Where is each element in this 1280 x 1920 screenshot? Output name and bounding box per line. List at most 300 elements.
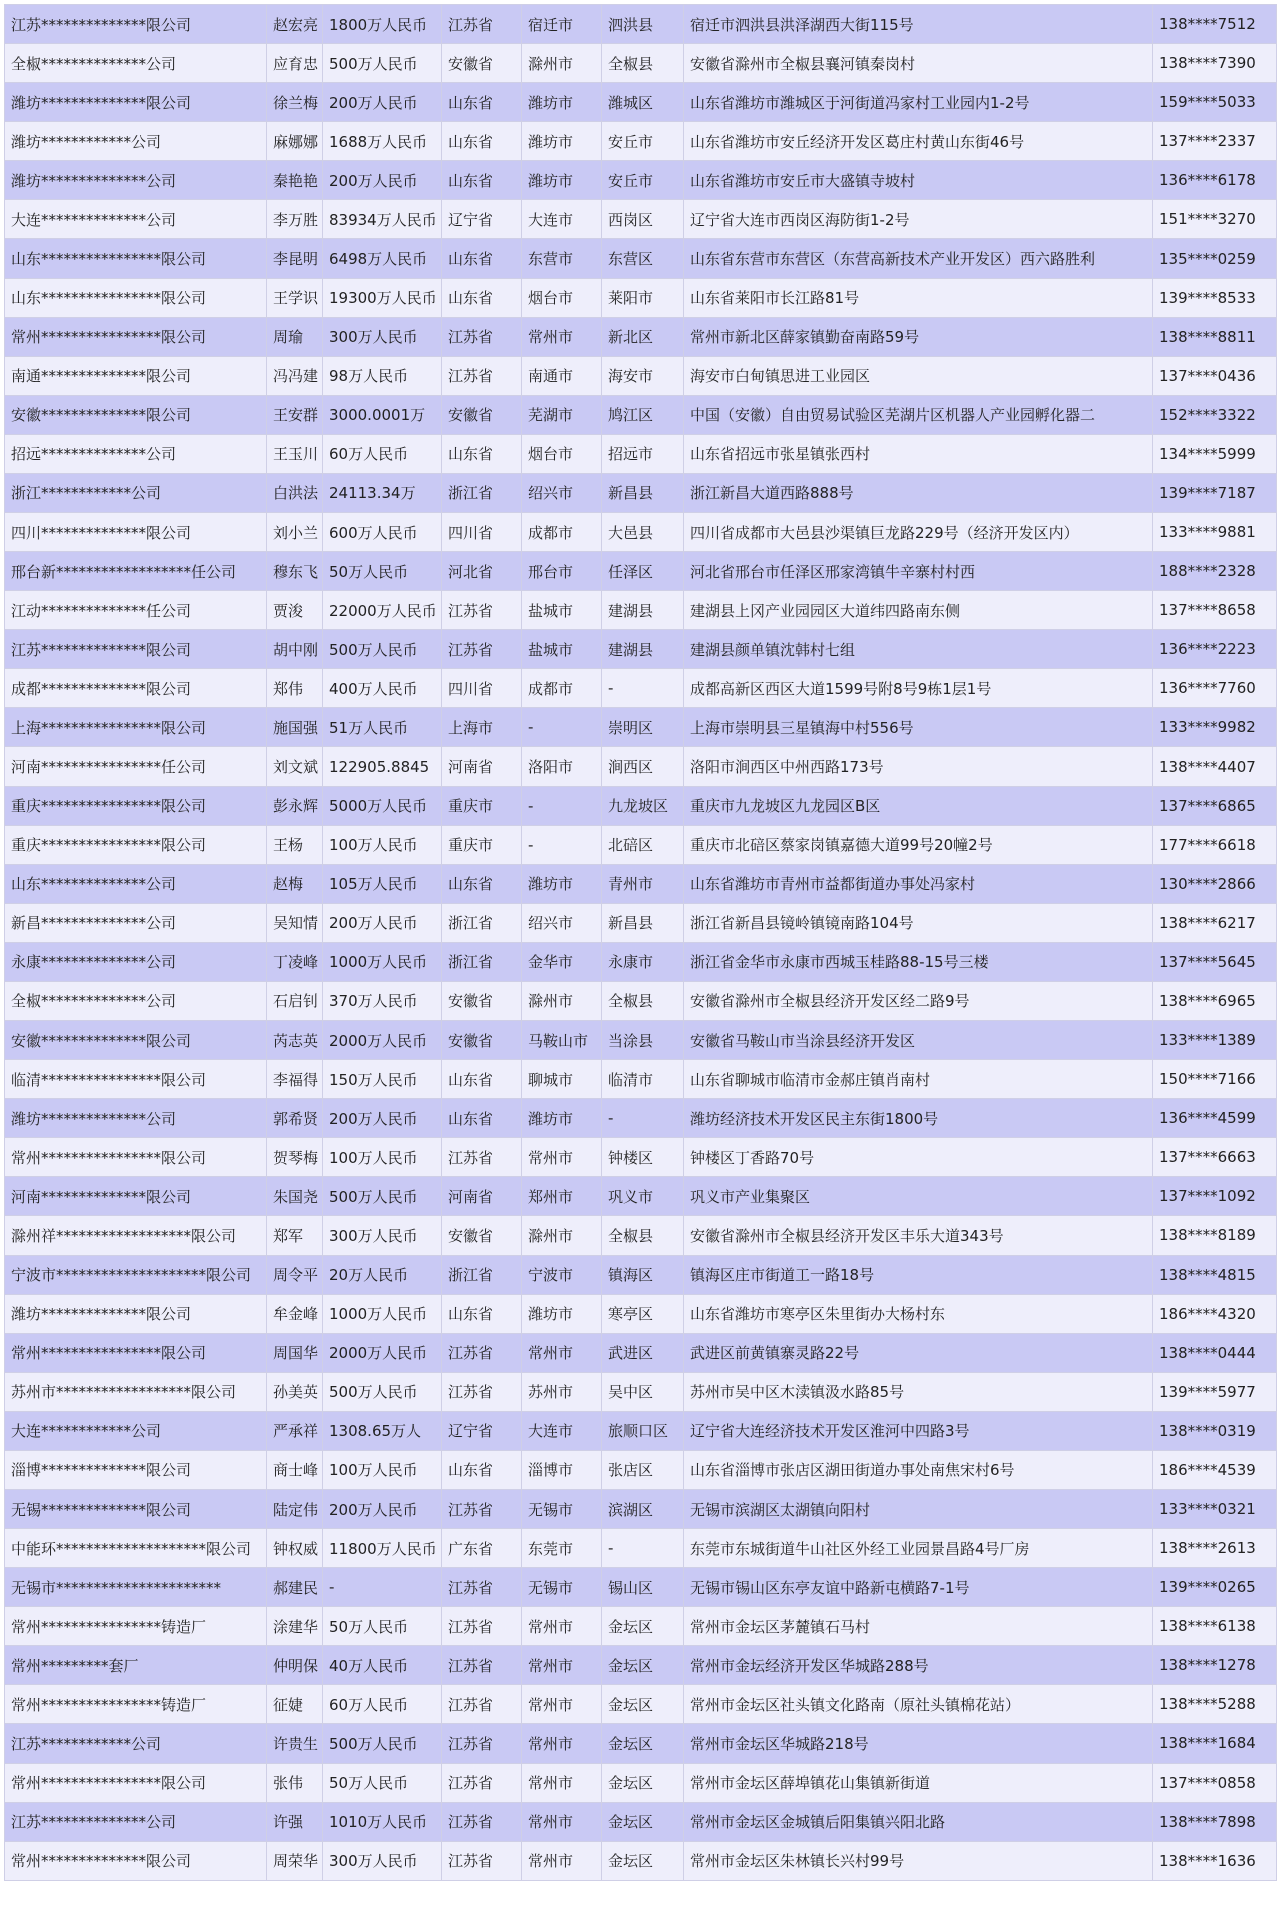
- city-cell[interactable]: 烟台市: [522, 434, 602, 473]
- address-cell[interactable]: 山东省潍坊市青州市益都街道办事处冯家村: [684, 864, 1153, 903]
- table-row[interactable]: [5, 1255, 1277, 1294]
- table-row[interactable]: [5, 200, 1277, 239]
- phone-cell[interactable]: 138****7898: [1153, 1802, 1277, 1841]
- district-cell[interactable]: 潍城区: [602, 83, 684, 122]
- address-cell[interactable]: 山东省淄博市张店区湖田街道办事处南焦宋村6号: [684, 1450, 1153, 1489]
- phone-cell[interactable]: 133****1389: [1153, 1021, 1277, 1060]
- address-cell[interactable]: 山东省潍坊市寒亭区朱里街办大杨村东: [684, 1294, 1153, 1333]
- phone-cell[interactable]: 138****5288: [1153, 1685, 1277, 1724]
- province-cell[interactable]: 江苏省: [442, 1607, 522, 1646]
- legal-person-cell[interactable]: 刘文斌: [267, 747, 323, 786]
- registered-capital-cell[interactable]: 200万人民币: [323, 161, 442, 200]
- company-name-cell[interactable]: 潍坊************公司: [5, 122, 267, 161]
- city-cell[interactable]: 潍坊市: [522, 864, 602, 903]
- phone-cell[interactable]: 133****9982: [1153, 708, 1277, 747]
- table-row[interactable]: [5, 1568, 1277, 1607]
- table-row[interactable]: [5, 1411, 1277, 1450]
- province-cell[interactable]: 山东省: [442, 83, 522, 122]
- district-cell[interactable]: 金坛区: [602, 1685, 684, 1724]
- registered-capital-cell[interactable]: 40万人民币: [323, 1646, 442, 1685]
- table-row[interactable]: [5, 1724, 1277, 1763]
- legal-person-cell[interactable]: 李福得: [267, 1060, 323, 1099]
- registered-capital-cell[interactable]: 105万人民币: [323, 864, 442, 903]
- city-cell[interactable]: 常州市: [522, 1138, 602, 1177]
- legal-person-cell[interactable]: 郭希贤: [267, 1099, 323, 1138]
- table-row[interactable]: [5, 1372, 1277, 1411]
- address-cell[interactable]: 洛阳市涧西区中州西路173号: [684, 747, 1153, 786]
- province-cell[interactable]: 山东省: [442, 434, 522, 473]
- table-row[interactable]: [5, 1021, 1277, 1060]
- company-name-cell[interactable]: 山东**************公司: [5, 864, 267, 903]
- company-name-cell[interactable]: 潍坊**************公司: [5, 1099, 267, 1138]
- district-cell[interactable]: 吴中区: [602, 1372, 684, 1411]
- company-name-cell[interactable]: 常州****************限公司: [5, 1763, 267, 1802]
- district-cell[interactable]: -: [602, 1529, 684, 1568]
- company-name-cell[interactable]: 无锡**************限公司: [5, 1489, 267, 1528]
- phone-cell[interactable]: 138****7512: [1153, 5, 1277, 44]
- province-cell[interactable]: 江苏省: [442, 1646, 522, 1685]
- city-cell[interactable]: 常州市: [522, 1724, 602, 1763]
- city-cell[interactable]: 东营市: [522, 239, 602, 278]
- province-cell[interactable]: 江苏省: [442, 1724, 522, 1763]
- phone-cell[interactable]: 136****6178: [1153, 161, 1277, 200]
- city-cell[interactable]: 常州市: [522, 1607, 602, 1646]
- district-cell[interactable]: 临清市: [602, 1060, 684, 1099]
- registered-capital-cell[interactable]: 50万人民币: [323, 1763, 442, 1802]
- district-cell[interactable]: 金坛区: [602, 1724, 684, 1763]
- address-cell[interactable]: 安徽省滁州市全椒县经济开发区经二路9号: [684, 981, 1153, 1020]
- address-cell[interactable]: 山东省东营市东营区（东营高新技术产业开发区）西六路胜利: [684, 239, 1153, 278]
- province-cell[interactable]: 江苏省: [442, 1802, 522, 1841]
- phone-cell[interactable]: 138****6217: [1153, 903, 1277, 942]
- registered-capital-cell[interactable]: 122905.8845: [323, 747, 442, 786]
- registered-capital-cell[interactable]: 300万人民币: [323, 1841, 442, 1880]
- company-name-cell[interactable]: 无锡市**********************: [5, 1568, 267, 1607]
- legal-person-cell[interactable]: 孙美英: [267, 1372, 323, 1411]
- table-row[interactable]: [5, 1646, 1277, 1685]
- registered-capital-cell[interactable]: 500万人民币: [323, 44, 442, 83]
- company-name-cell[interactable]: 邢台新******************任公司: [5, 552, 267, 591]
- legal-person-cell[interactable]: 施国强: [267, 708, 323, 747]
- table-row[interactable]: [5, 864, 1277, 903]
- district-cell[interactable]: 当涂县: [602, 1021, 684, 1060]
- phone-cell[interactable]: 137****6865: [1153, 786, 1277, 825]
- address-cell[interactable]: 常州市新北区薛家镇勤奋南路59号: [684, 317, 1153, 356]
- company-name-cell[interactable]: 江苏**************公司: [5, 1802, 267, 1841]
- company-name-cell[interactable]: 滁州祥******************限公司: [5, 1216, 267, 1255]
- province-cell[interactable]: 山东省: [442, 122, 522, 161]
- phone-cell[interactable]: 130****2866: [1153, 864, 1277, 903]
- district-cell[interactable]: 北碚区: [602, 825, 684, 864]
- legal-person-cell[interactable]: 周瑜: [267, 317, 323, 356]
- registered-capital-cell[interactable]: 20万人民币: [323, 1255, 442, 1294]
- province-cell[interactable]: 江苏省: [442, 1568, 522, 1607]
- city-cell[interactable]: 苏州市: [522, 1372, 602, 1411]
- legal-person-cell[interactable]: 郝建民: [267, 1568, 323, 1607]
- registered-capital-cell[interactable]: 1308.65万人: [323, 1411, 442, 1450]
- district-cell[interactable]: 金坛区: [602, 1841, 684, 1880]
- company-name-cell[interactable]: 浙江************公司: [5, 473, 267, 512]
- registered-capital-cell[interactable]: 500万人民币: [323, 630, 442, 669]
- address-cell[interactable]: 安徽省滁州市全椒县经济开发区丰乐大道343号: [684, 1216, 1153, 1255]
- table-row[interactable]: [5, 1763, 1277, 1802]
- province-cell[interactable]: 山东省: [442, 1450, 522, 1489]
- address-cell[interactable]: 东莞市东城街道牛山社区外经工业园景昌路4号厂房: [684, 1529, 1153, 1568]
- legal-person-cell[interactable]: 彭永辉: [267, 786, 323, 825]
- table-row[interactable]: [5, 630, 1277, 669]
- table-row[interactable]: [5, 5, 1277, 44]
- district-cell[interactable]: 金坛区: [602, 1802, 684, 1841]
- district-cell[interactable]: 莱阳市: [602, 278, 684, 317]
- province-cell[interactable]: 浙江省: [442, 1255, 522, 1294]
- legal-person-cell[interactable]: 丁凌峰: [267, 942, 323, 981]
- city-cell[interactable]: 潍坊市: [522, 161, 602, 200]
- phone-cell[interactable]: 137****2337: [1153, 122, 1277, 161]
- address-cell[interactable]: 山东省潍坊市安丘市大盛镇寺坡村: [684, 161, 1153, 200]
- table-row[interactable]: [5, 903, 1277, 942]
- phone-cell[interactable]: 136****7760: [1153, 669, 1277, 708]
- address-cell[interactable]: 镇海区庄市街道工一路18号: [684, 1255, 1153, 1294]
- phone-cell[interactable]: 186****4539: [1153, 1450, 1277, 1489]
- district-cell[interactable]: -: [602, 669, 684, 708]
- phone-cell[interactable]: 138****1278: [1153, 1646, 1277, 1685]
- company-name-cell[interactable]: 常州****************铸造厂: [5, 1685, 267, 1724]
- legal-person-cell[interactable]: 徐兰梅: [267, 83, 323, 122]
- city-cell[interactable]: 马鞍山市: [522, 1021, 602, 1060]
- legal-person-cell[interactable]: 朱国尧: [267, 1177, 323, 1216]
- province-cell[interactable]: 山东省: [442, 1099, 522, 1138]
- legal-person-cell[interactable]: 吴知情: [267, 903, 323, 942]
- registered-capital-cell[interactable]: -: [323, 1568, 442, 1607]
- legal-person-cell[interactable]: 贺琴梅: [267, 1138, 323, 1177]
- province-cell[interactable]: 山东省: [442, 864, 522, 903]
- province-cell[interactable]: 浙江省: [442, 473, 522, 512]
- phone-cell[interactable]: 138****1684: [1153, 1724, 1277, 1763]
- company-name-cell[interactable]: 常州**************限公司: [5, 1841, 267, 1880]
- table-row[interactable]: [5, 434, 1277, 473]
- registered-capital-cell[interactable]: 370万人民币: [323, 981, 442, 1020]
- legal-person-cell[interactable]: 王安群: [267, 395, 323, 434]
- address-cell[interactable]: 苏州市吴中区木渎镇汲水路85号: [684, 1372, 1153, 1411]
- address-cell[interactable]: 中国（安徽）自由贸易试验区芜湖片区机器人产业园孵化器二: [684, 395, 1153, 434]
- registered-capital-cell[interactable]: 2000万人民币: [323, 1333, 442, 1372]
- legal-person-cell[interactable]: 王学识: [267, 278, 323, 317]
- table-row[interactable]: [5, 395, 1277, 434]
- company-name-cell[interactable]: 全椒**************公司: [5, 981, 267, 1020]
- address-cell[interactable]: 成都高新区西区大道1599号附8号9栋1层1号: [684, 669, 1153, 708]
- legal-person-cell[interactable]: 钟权威: [267, 1529, 323, 1568]
- city-cell[interactable]: 无锡市: [522, 1489, 602, 1528]
- city-cell[interactable]: 洛阳市: [522, 747, 602, 786]
- phone-cell[interactable]: 139****0265: [1153, 1568, 1277, 1607]
- phone-cell[interactable]: 136****4599: [1153, 1099, 1277, 1138]
- province-cell[interactable]: 江苏省: [442, 1685, 522, 1724]
- table-row[interactable]: [5, 317, 1277, 356]
- table-row[interactable]: [5, 1802, 1277, 1841]
- legal-person-cell[interactable]: 商士峰: [267, 1450, 323, 1489]
- address-cell[interactable]: 常州市金坛区金城镇后阳集镇兴阳北路: [684, 1802, 1153, 1841]
- company-name-cell[interactable]: 招远**************公司: [5, 434, 267, 473]
- district-cell[interactable]: 滨湖区: [602, 1489, 684, 1528]
- company-name-cell[interactable]: 成都**************限公司: [5, 669, 267, 708]
- legal-person-cell[interactable]: 李昆明: [267, 239, 323, 278]
- phone-cell[interactable]: 136****2223: [1153, 630, 1277, 669]
- city-cell[interactable]: 成都市: [522, 669, 602, 708]
- legal-person-cell[interactable]: 牟金峰: [267, 1294, 323, 1333]
- registered-capital-cell[interactable]: 400万人民币: [323, 669, 442, 708]
- registered-capital-cell[interactable]: 98万人民币: [323, 356, 442, 395]
- company-name-cell[interactable]: 常州****************限公司: [5, 1138, 267, 1177]
- registered-capital-cell[interactable]: 600万人民币: [323, 513, 442, 552]
- address-cell[interactable]: 常州市金坛区茅麓镇石马村: [684, 1607, 1153, 1646]
- registered-capital-cell[interactable]: 50万人民币: [323, 552, 442, 591]
- province-cell[interactable]: 辽宁省: [442, 200, 522, 239]
- province-cell[interactable]: 江苏省: [442, 1333, 522, 1372]
- table-row[interactable]: [5, 278, 1277, 317]
- phone-cell[interactable]: 138****1636: [1153, 1841, 1277, 1880]
- city-cell[interactable]: 常州市: [522, 1802, 602, 1841]
- city-cell[interactable]: 邢台市: [522, 552, 602, 591]
- address-cell[interactable]: 建湖县颜单镇沈韩村七组: [684, 630, 1153, 669]
- company-name-cell[interactable]: 江苏**************限公司: [5, 630, 267, 669]
- legal-person-cell[interactable]: 赵宏亮: [267, 5, 323, 44]
- address-cell[interactable]: 安徽省马鞍山市当涂县经济开发区: [684, 1021, 1153, 1060]
- legal-person-cell[interactable]: 陆定伟: [267, 1489, 323, 1528]
- table-row[interactable]: [5, 708, 1277, 747]
- district-cell[interactable]: 西岗区: [602, 200, 684, 239]
- city-cell[interactable]: 郑州市: [522, 1177, 602, 1216]
- company-name-cell[interactable]: 河南****************任公司: [5, 747, 267, 786]
- company-name-cell[interactable]: 重庆****************限公司: [5, 825, 267, 864]
- city-cell[interactable]: 烟台市: [522, 278, 602, 317]
- address-cell[interactable]: 武进区前黄镇寨灵路22号: [684, 1333, 1153, 1372]
- table-row[interactable]: [5, 1294, 1277, 1333]
- address-cell[interactable]: 山东省莱阳市长江路81号: [684, 278, 1153, 317]
- district-cell[interactable]: 全椒县: [602, 1216, 684, 1255]
- district-cell[interactable]: 旅顺口区: [602, 1411, 684, 1450]
- company-name-cell[interactable]: 大连**************公司: [5, 200, 267, 239]
- district-cell[interactable]: 安丘市: [602, 161, 684, 200]
- registered-capital-cell[interactable]: 300万人民币: [323, 317, 442, 356]
- company-name-cell[interactable]: 常州*********套厂: [5, 1646, 267, 1685]
- district-cell[interactable]: 招远市: [602, 434, 684, 473]
- province-cell[interactable]: 上海市: [442, 708, 522, 747]
- city-cell[interactable]: 潍坊市: [522, 83, 602, 122]
- address-cell[interactable]: 无锡市锡山区东亭友谊中路新屯横路7-1号: [684, 1568, 1153, 1607]
- registered-capital-cell[interactable]: 1000万人民币: [323, 1294, 442, 1333]
- registered-capital-cell[interactable]: 200万人民币: [323, 83, 442, 122]
- city-cell[interactable]: -: [522, 786, 602, 825]
- phone-cell[interactable]: 138****2613: [1153, 1529, 1277, 1568]
- phone-cell[interactable]: 152****3322: [1153, 395, 1277, 434]
- registered-capital-cell[interactable]: 51万人民币: [323, 708, 442, 747]
- table-row[interactable]: [5, 981, 1277, 1020]
- legal-person-cell[interactable]: 刘小兰: [267, 513, 323, 552]
- company-name-cell[interactable]: 永康**************公司: [5, 942, 267, 981]
- province-cell[interactable]: 广东省: [442, 1529, 522, 1568]
- registered-capital-cell[interactable]: 24113.34万: [323, 473, 442, 512]
- registered-capital-cell[interactable]: 150万人民币: [323, 1060, 442, 1099]
- table-row[interactable]: [5, 473, 1277, 512]
- company-name-cell[interactable]: 淄博**************限公司: [5, 1450, 267, 1489]
- legal-person-cell[interactable]: 秦艳艳: [267, 161, 323, 200]
- legal-person-cell[interactable]: 周国华: [267, 1333, 323, 1372]
- registered-capital-cell[interactable]: 300万人民币: [323, 1216, 442, 1255]
- table-row[interactable]: [5, 44, 1277, 83]
- district-cell[interactable]: 全椒县: [602, 981, 684, 1020]
- table-row[interactable]: [5, 1099, 1277, 1138]
- city-cell[interactable]: 常州市: [522, 317, 602, 356]
- province-cell[interactable]: 山东省: [442, 161, 522, 200]
- company-name-cell[interactable]: 全椒**************公司: [5, 44, 267, 83]
- address-cell[interactable]: 常州市金坛区社头镇文化路南（原社头镇棉花站）: [684, 1685, 1153, 1724]
- company-name-cell[interactable]: 江动**************任公司: [5, 591, 267, 630]
- registered-capital-cell[interactable]: 19300万人民币: [323, 278, 442, 317]
- province-cell[interactable]: 安徽省: [442, 1216, 522, 1255]
- legal-person-cell[interactable]: 白洪法: [267, 473, 323, 512]
- registered-capital-cell[interactable]: 1010万人民币: [323, 1802, 442, 1841]
- province-cell[interactable]: 江苏省: [442, 1372, 522, 1411]
- phone-cell[interactable]: 137****5645: [1153, 942, 1277, 981]
- phone-cell[interactable]: 138****4815: [1153, 1255, 1277, 1294]
- table-row[interactable]: [5, 825, 1277, 864]
- province-cell[interactable]: 安徽省: [442, 44, 522, 83]
- registered-capital-cell[interactable]: 11800万人民币: [323, 1529, 442, 1568]
- district-cell[interactable]: 海安市: [602, 356, 684, 395]
- city-cell[interactable]: 南通市: [522, 356, 602, 395]
- address-cell[interactable]: 无锡市滨湖区太湖镇向阳村: [684, 1489, 1153, 1528]
- legal-person-cell[interactable]: 周令平: [267, 1255, 323, 1294]
- table-row[interactable]: [5, 942, 1277, 981]
- city-cell[interactable]: 绍兴市: [522, 473, 602, 512]
- address-cell[interactable]: 潍坊经济技术开发区民主东街1800号: [684, 1099, 1153, 1138]
- table-row[interactable]: [5, 83, 1277, 122]
- address-cell[interactable]: 重庆市九龙坡区九龙园区B区: [684, 786, 1153, 825]
- company-name-cell[interactable]: 江苏**************限公司: [5, 5, 267, 44]
- city-cell[interactable]: 滁州市: [522, 981, 602, 1020]
- address-cell[interactable]: 山东省潍坊市安丘经济开发区葛庄村黄山东街46号: [684, 122, 1153, 161]
- province-cell[interactable]: 河南省: [442, 1177, 522, 1216]
- phone-cell[interactable]: 137****0436: [1153, 356, 1277, 395]
- address-cell[interactable]: 安徽省滁州市全椒县襄河镇秦岗村: [684, 44, 1153, 83]
- table-row[interactable]: [5, 669, 1277, 708]
- phone-cell[interactable]: 177****6618: [1153, 825, 1277, 864]
- district-cell[interactable]: 新北区: [602, 317, 684, 356]
- province-cell[interactable]: 山东省: [442, 278, 522, 317]
- legal-person-cell[interactable]: 穆东飞: [267, 552, 323, 591]
- phone-cell[interactable]: 133****9881: [1153, 513, 1277, 552]
- province-cell[interactable]: 安徽省: [442, 1021, 522, 1060]
- company-name-cell[interactable]: 临清****************限公司: [5, 1060, 267, 1099]
- company-name-cell[interactable]: 中能环********************限公司: [5, 1529, 267, 1568]
- district-cell[interactable]: 金坛区: [602, 1607, 684, 1646]
- city-cell[interactable]: 潍坊市: [522, 122, 602, 161]
- district-cell[interactable]: 安丘市: [602, 122, 684, 161]
- phone-cell[interactable]: 139****8533: [1153, 278, 1277, 317]
- table-row[interactable]: [5, 1177, 1277, 1216]
- legal-person-cell[interactable]: 许贵生: [267, 1724, 323, 1763]
- address-cell[interactable]: 常州市金坛区朱林镇长兴村99号: [684, 1841, 1153, 1880]
- legal-person-cell[interactable]: 冯冯建: [267, 356, 323, 395]
- phone-cell[interactable]: 188****2328: [1153, 552, 1277, 591]
- address-cell[interactable]: 宿迁市泗洪县洪泽湖西大街115号: [684, 5, 1153, 44]
- phone-cell[interactable]: 159****5033: [1153, 83, 1277, 122]
- company-name-cell[interactable]: 常州****************铸造厂: [5, 1607, 267, 1646]
- province-cell[interactable]: 安徽省: [442, 395, 522, 434]
- legal-person-cell[interactable]: 张伟: [267, 1763, 323, 1802]
- legal-person-cell[interactable]: 芮志英: [267, 1021, 323, 1060]
- company-name-cell[interactable]: 常州****************限公司: [5, 1333, 267, 1372]
- city-cell[interactable]: -: [522, 825, 602, 864]
- city-cell[interactable]: 金华市: [522, 942, 602, 981]
- district-cell[interactable]: 锡山区: [602, 1568, 684, 1607]
- table-row[interactable]: [5, 747, 1277, 786]
- table-row[interactable]: [5, 1450, 1277, 1489]
- city-cell[interactable]: 宿迁市: [522, 5, 602, 44]
- company-name-cell[interactable]: 潍坊**************限公司: [5, 1294, 267, 1333]
- address-cell[interactable]: 建湖县上冈产业园园区大道纬四路南东侧: [684, 591, 1153, 630]
- district-cell[interactable]: 寒亭区: [602, 1294, 684, 1333]
- province-cell[interactable]: 山东省: [442, 239, 522, 278]
- legal-person-cell[interactable]: 王杨: [267, 825, 323, 864]
- company-name-cell[interactable]: 安徽**************限公司: [5, 395, 267, 434]
- address-cell[interactable]: 上海市崇明县三星镇海中村556号: [684, 708, 1153, 747]
- legal-person-cell[interactable]: 周荣华: [267, 1841, 323, 1880]
- company-name-cell[interactable]: 宁波市********************限公司: [5, 1255, 267, 1294]
- city-cell[interactable]: 常州市: [522, 1685, 602, 1724]
- province-cell[interactable]: 江苏省: [442, 317, 522, 356]
- province-cell[interactable]: 河北省: [442, 552, 522, 591]
- province-cell[interactable]: 江苏省: [442, 5, 522, 44]
- province-cell[interactable]: 江苏省: [442, 356, 522, 395]
- province-cell[interactable]: 山东省: [442, 1294, 522, 1333]
- city-cell[interactable]: 常州市: [522, 1763, 602, 1802]
- address-cell[interactable]: 河北省邢台市任泽区邢家湾镇牛辛寨村村西: [684, 552, 1153, 591]
- legal-person-cell[interactable]: 郑军: [267, 1216, 323, 1255]
- company-name-cell[interactable]: 南通**************限公司: [5, 356, 267, 395]
- district-cell[interactable]: 建湖县: [602, 591, 684, 630]
- city-cell[interactable]: 滁州市: [522, 1216, 602, 1255]
- registered-capital-cell[interactable]: 500万人民币: [323, 1372, 442, 1411]
- registered-capital-cell[interactable]: 1688万人民币: [323, 122, 442, 161]
- city-cell[interactable]: 盐城市: [522, 630, 602, 669]
- phone-cell[interactable]: 138****0444: [1153, 1333, 1277, 1372]
- legal-person-cell[interactable]: 贾浚: [267, 591, 323, 630]
- phone-cell[interactable]: 138****6138: [1153, 1607, 1277, 1646]
- district-cell[interactable]: 新昌县: [602, 473, 684, 512]
- district-cell[interactable]: 鸠江区: [602, 395, 684, 434]
- city-cell[interactable]: 常州市: [522, 1333, 602, 1372]
- legal-person-cell[interactable]: 李万胜: [267, 200, 323, 239]
- phone-cell[interactable]: 137****8658: [1153, 591, 1277, 630]
- company-name-cell[interactable]: 山东****************限公司: [5, 239, 267, 278]
- registered-capital-cell[interactable]: 60万人民币: [323, 434, 442, 473]
- province-cell[interactable]: 辽宁省: [442, 1411, 522, 1450]
- province-cell[interactable]: 江苏省: [442, 1138, 522, 1177]
- company-name-cell[interactable]: 新昌**************公司: [5, 903, 267, 942]
- phone-cell[interactable]: 186****4320: [1153, 1294, 1277, 1333]
- company-name-cell[interactable]: 苏州市******************限公司: [5, 1372, 267, 1411]
- city-cell[interactable]: 淄博市: [522, 1450, 602, 1489]
- phone-cell[interactable]: 138****6965: [1153, 981, 1277, 1020]
- city-cell[interactable]: 无锡市: [522, 1568, 602, 1607]
- province-cell[interactable]: 重庆市: [442, 825, 522, 864]
- legal-person-cell[interactable]: 赵梅: [267, 864, 323, 903]
- phone-cell[interactable]: 138****8811: [1153, 317, 1277, 356]
- province-cell[interactable]: 江苏省: [442, 630, 522, 669]
- city-cell[interactable]: 芜湖市: [522, 395, 602, 434]
- address-cell[interactable]: 山东省招远市张星镇张西村: [684, 434, 1153, 473]
